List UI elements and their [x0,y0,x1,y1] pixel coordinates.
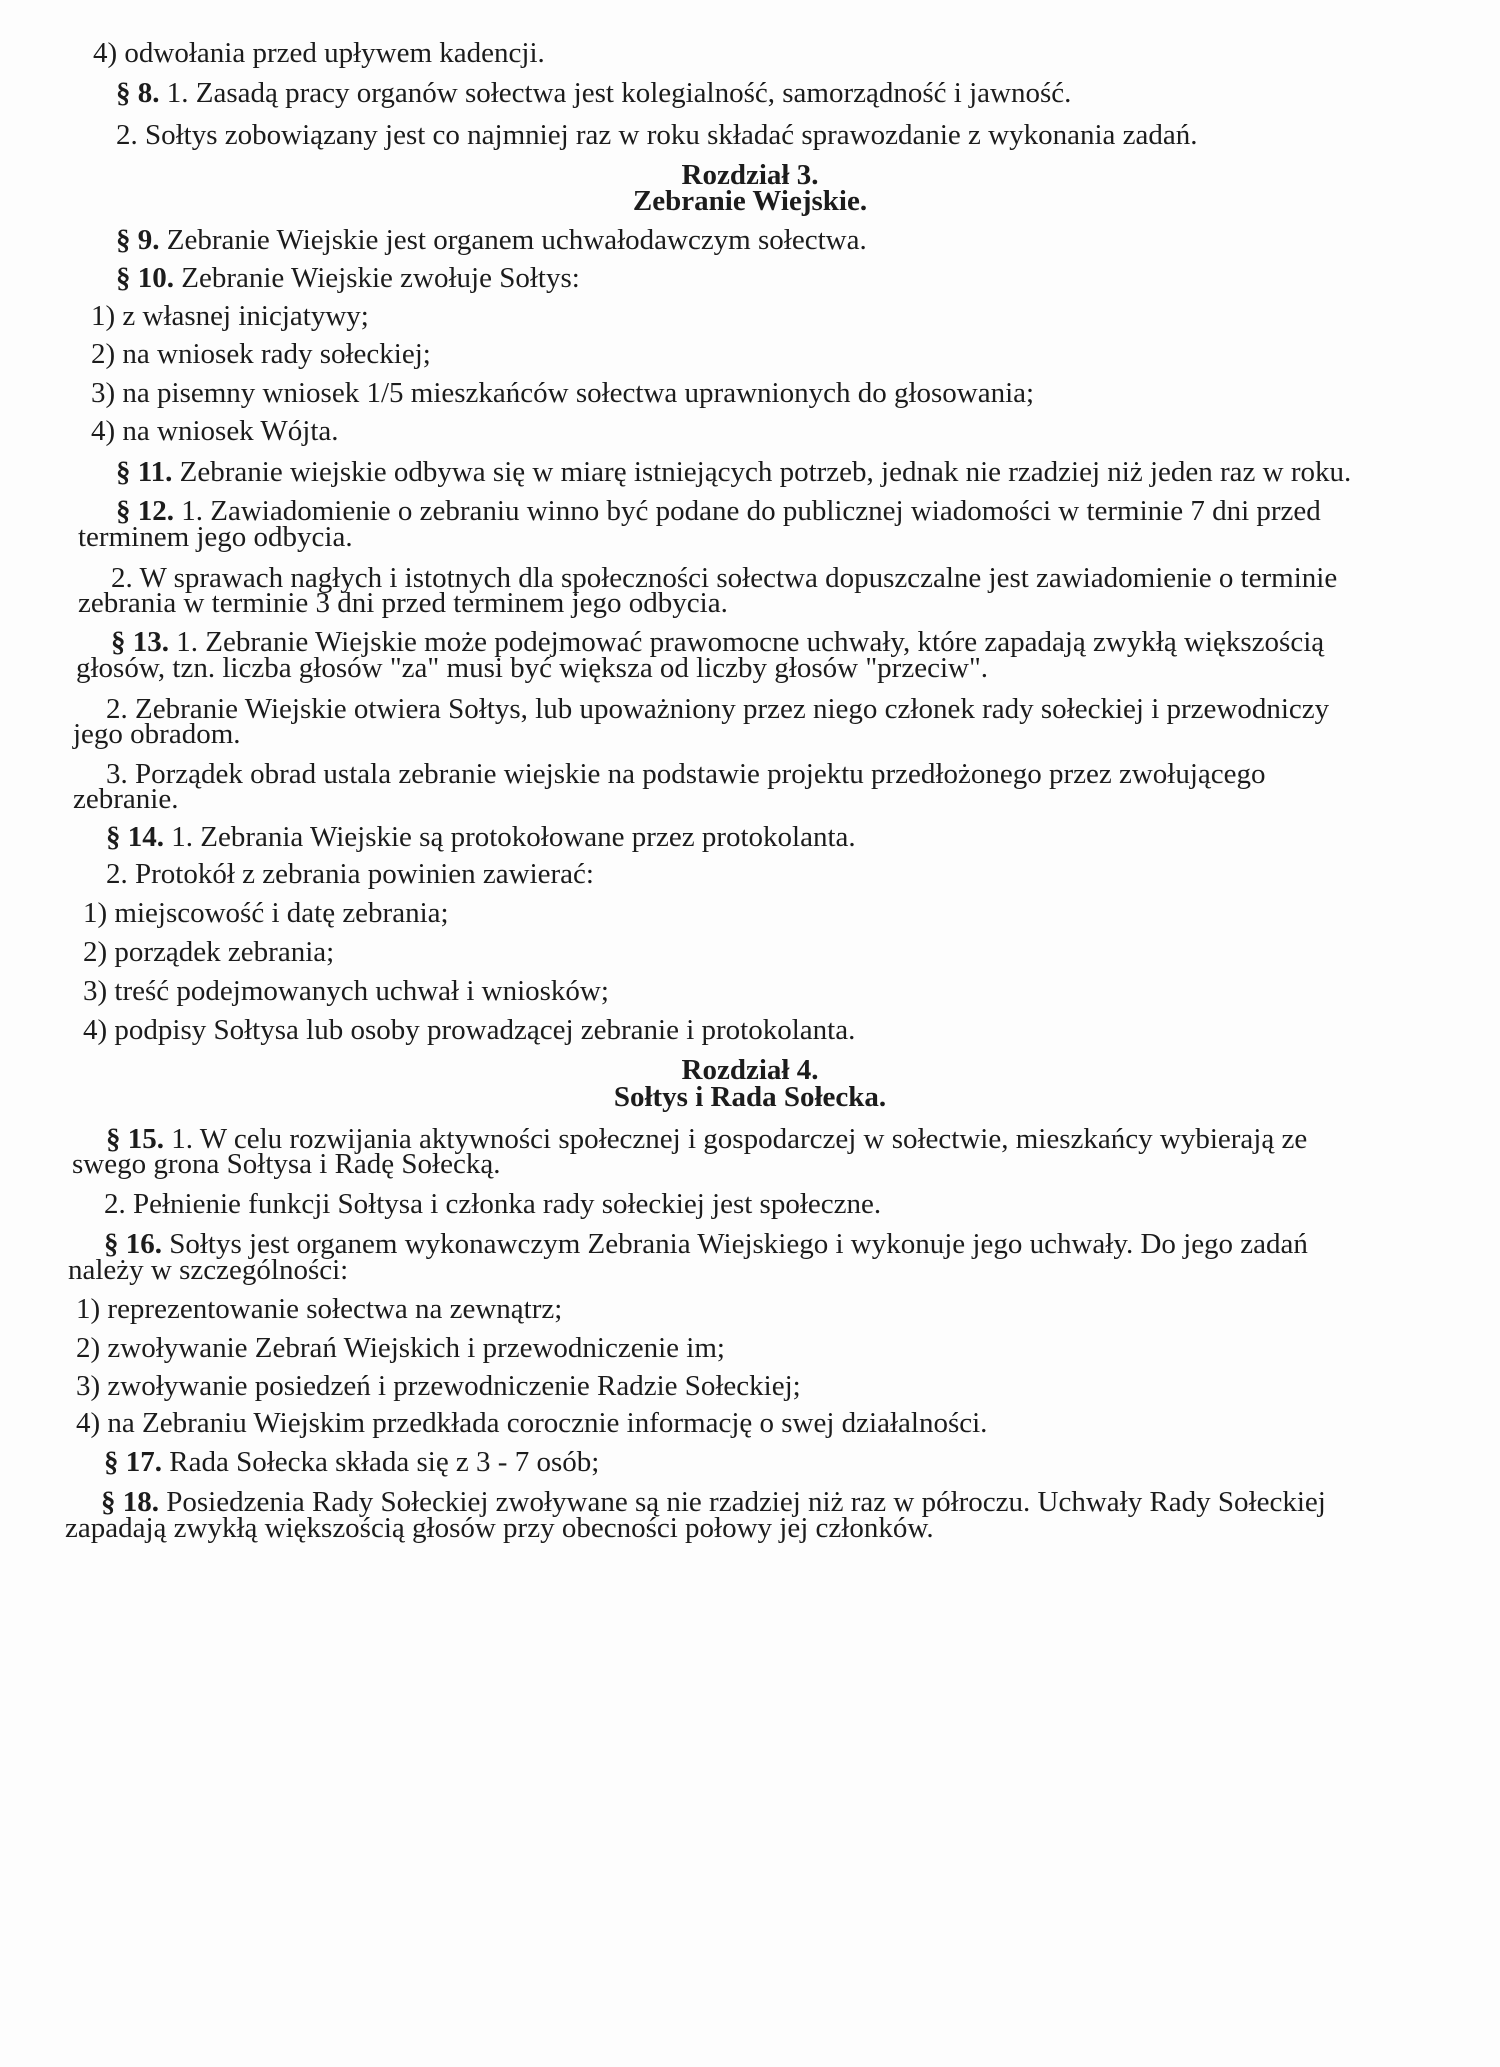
paragraph-13-2: 2. Zebranie Wiejskie otwiera Sołtys, lub upoważniony przez niego członek rady sołeckiej i przewodniczy [106,693,1330,725]
text: 2. Sołtys zobowiązany jest co najmniej raz w roku składać sprawozdanie z wykonania zadań. [116,119,1198,151]
text: 1. Zasadą pracy organów sołectwa jest kolegialność, samorządność i jawność. [166,77,1072,109]
text: Zebranie Wiejskie jest organem uchwałodawczym sołectwa. [159,224,867,256]
paragraph-12-2: 2. W sprawach nagłych i istotnych dla społeczności sołectwa dopuszczalne jest zawiadomienie o terminie [111,562,1338,594]
item-4-line [93,36,545,70]
chapter-4-title: Sołtys i Rada Sołecka. [613,1081,887,1113]
list-item: 1) miejscowość i datę zebrania; [83,897,449,929]
paragraph-15-1-cont: swego grona Sołtysa i Radę Sołecką. [72,1148,501,1180]
section-number: § 13. [111,626,169,658]
text: 1. Zawiadomienie o zebraniu winno być podane do publicznej wiadomości w terminie 7 dni przed [174,495,1321,527]
text: Sołtys jest organem wykonawczym Zebrania Wiejskiego i wykonuje jego uchwały. Do jego zadań [162,1228,1308,1260]
text: Zebranie wiejskie odbywa się w miarę istniejących potrzeb, jednak nie rzadziej niż jeden raz w roku. [172,456,1352,488]
text: 1. Zebranie Wiejskie może podejmować prawomocne uchwały, które zapadają zwykłą większością [169,626,1325,658]
list-item: 4) na wniosek Wójta. [91,415,339,447]
paragraph-17 [104,1445,599,1479]
section-number: § 10. [116,262,174,294]
section-number: § 9. [116,224,160,256]
list-item: 3) treść podejmowanych uchwał i wniosków; [83,975,609,1007]
paragraph-12-2-cont: zebrania w terminie 3 dni przed terminem jego odbycia. [78,587,728,619]
paragraph-12-1-cont: terminem jego odbycia. [78,521,353,553]
section-number: § 8. [116,77,160,109]
text: 4) odwołania przed upływem kadencji. [93,37,545,69]
paragraph-14-2: 2. Protokół z zebrania powinien zawierać: [106,858,594,890]
text: Posiedzenia Rady Sołeckiej zwoływane są nie rzadziej niż raz w półroczu. Uchwały Rady Sołeckiej [159,1486,1326,1518]
text: 1. Zebrania Wiejskie są protokołowane przez protokolanta. [164,821,856,853]
paragraph-8-2 [116,118,1198,152]
paragraph-13-1-cont: głosów, tzn. liczba głosów "za" musi być większa od liczby głosów "przeciw". [76,652,989,684]
section-number: § 12. [116,495,174,527]
paragraph-13-3: 3. Porządek obrad ustala zebranie wiejskie na podstawie projektu przedłożonego przez zwołującego [106,758,1266,790]
list-item: 4) podpisy Sołtysa lub osoby prowadzącej zebranie i protokolanta. [83,1014,856,1046]
paragraph-8-1 [116,76,1071,110]
section-number: § 14. [106,821,164,853]
paragraph-15-2: 2. Pełnienie funkcji Sołtysa i członka rady sołeckiej jest społeczne. [104,1188,882,1220]
list-item: 1) reprezentowanie sołectwa na zewnątrz; [76,1293,563,1325]
text: Rada Sołecka składa się z 3 - 7 osób; [162,1446,600,1478]
list-item: 3) zwoływanie posiedzeń i przewodniczenie Radzie Sołeckiej; [76,1370,801,1402]
paragraph-13-2-cont: jego obradom. [73,718,241,750]
chapter-3-number: Rozdział 3. [681,159,819,191]
list-item: 3) na pisemny wniosek 1/5 mieszkańców sołectwa uprawnionych do głosowania; [91,377,1035,409]
chapter-3-title: Zebranie Wiejskie. [632,185,868,217]
section-number: § 16. [104,1228,162,1260]
list-item: 2) na wniosek rady sołeckiej; [91,338,431,370]
text: 1. W celu rozwijania aktywności społecznej i gospodarczej w sołectwie, mieszkańcy wybierają ze [164,1123,1308,1155]
paragraph-11 [116,455,1351,489]
paragraph-9 [116,223,867,257]
list-item: 2) zwoływanie Zebrań Wiejskich i przewodniczenie im; [76,1332,725,1364]
text: Zebranie Wiejskie zwołuje Sołtys: [174,262,580,294]
list-item: 1) z własnej inicjatywy; [91,300,369,332]
paragraph-10 [116,261,580,295]
section-number: § 15. [106,1123,164,1155]
list-item: 2) porządek zebrania; [83,936,335,968]
chapter-4-number: Rozdział 4. [681,1054,819,1086]
section-number: § 11. [116,456,173,488]
paragraph-16-cont: należy w szczególności: [68,1254,349,1286]
paragraph-13-3-cont: zebranie. [73,783,179,815]
paragraph-18-cont: zapadają zwykłą większością głosów przy obecności połowy jej członków. [65,1512,934,1544]
paragraph-14-1 [106,820,856,854]
list-item: 4) na Zebraniu Wiejskim przedkłada corocznie informację o swej działalności. [76,1407,988,1439]
section-number: § 17. [104,1446,162,1478]
section-number: § 18. [101,1486,159,1518]
